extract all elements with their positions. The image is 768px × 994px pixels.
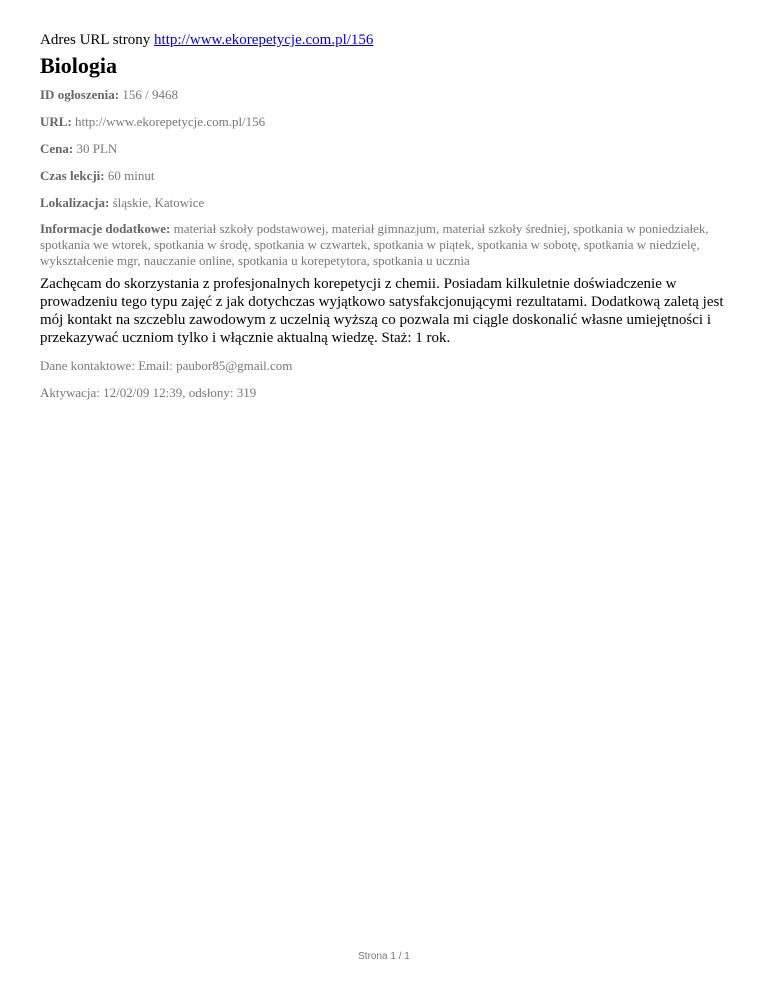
field-price xyxy=(40,140,730,157)
field-location-value: śląskie, Katowice xyxy=(112,195,205,210)
field-extra-info-label: Informacje dodatkowe: xyxy=(40,221,171,236)
field-id xyxy=(40,86,730,103)
listing-description: Zachęcam do skorzystania z profesjonalnych korepetycji z chemii. Posiadam kilkuletnie doświadczenie w prowadzeniu tego typu zajęć z jak dotychczas wyjątkowo satysfakcjonującymi rezultatami. Dodatkową zaletą jest mój kontakt na szczeblu zawodowym z uczelnią wyższą co pozwala mi ciągle doskonalić własne umiejętności i przekazywać uczniom tylko i włącznie aktualną wiedzę. Staż: 1 rok. xyxy=(40,276,724,346)
field-lesson-time xyxy=(40,167,730,184)
field-location xyxy=(40,194,730,211)
field-lesson-time-value: 60 minut xyxy=(107,168,155,183)
document-page xyxy=(40,30,730,411)
field-url-label: URL: xyxy=(40,114,72,129)
page-url-line xyxy=(40,30,730,50)
url-prefix: Adres URL strony xyxy=(40,32,151,48)
field-id-label: ID ogłoszenia: xyxy=(40,87,120,102)
field-extra-info-value: materiał szkoły podstawowej, materiał gimnazjum, materiał szkoły średniej, spotkania w poniedziałek, spotkania we wtorek, spotkania w środę, spotkania w czwartek, spotkania w piątek, spotkania w sobotę, spotkania w niedzielę, wykształcenie mgr, nauczanie online, spotkania u korepetytora, spotkania u ucznia xyxy=(40,221,709,268)
field-price-label: Cena: xyxy=(40,141,74,156)
field-url-value: http://www.ekorepetycje.com.pl/156 xyxy=(75,114,266,129)
page-title: Biologia xyxy=(40,53,118,78)
field-id-value: 156 / 9468 xyxy=(122,87,178,102)
contact-info: Dane kontaktowe: Email: paubor85@gmail.com xyxy=(40,358,293,373)
field-extra-info xyxy=(40,221,730,269)
field-url xyxy=(40,113,730,130)
activation-info: Aktywacja: 12/02/09 12:39, odsłony: 319 xyxy=(40,385,257,400)
field-price-value: 30 PLN xyxy=(76,141,118,156)
field-location-label: Lokalizacja: xyxy=(40,195,110,210)
field-lesson-time-label: Czas lekcji: xyxy=(40,168,105,183)
page-url-link[interactable]: http://www.ekorepetycje.com.pl/156 xyxy=(154,32,374,48)
page-footer: Strona 1 / 1 xyxy=(358,951,410,962)
